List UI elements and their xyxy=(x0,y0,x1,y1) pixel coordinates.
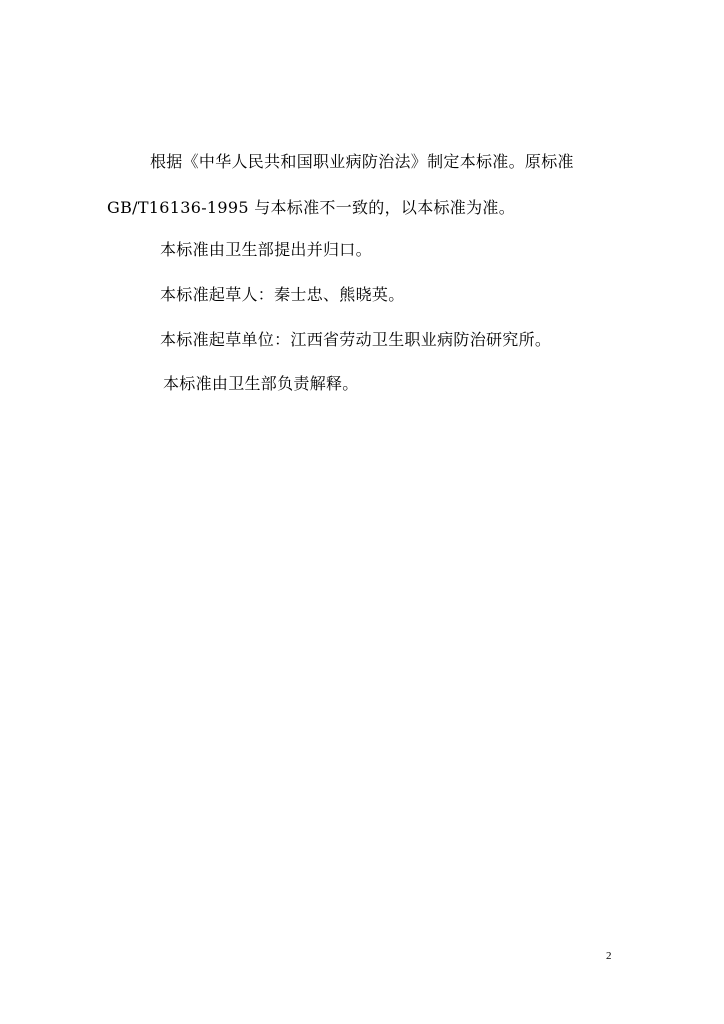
interpretation-line: 本标准由卫生部负责解释。 xyxy=(163,374,359,393)
foreword-line-2: GB/T16136-1995 与本标准不一致的，以本标准为准。 xyxy=(107,198,516,217)
drafting-unit-line: 本标准起草单位：江西省劳动卫生职业病防治研究所。 xyxy=(160,330,552,349)
foreword-line-1: 根据《中华人民共和国职业病防治法》制定本标准。原标准 xyxy=(150,152,574,171)
responsible-department-line: 本标准由卫生部提出并归口。 xyxy=(160,240,372,259)
page-number: 2 xyxy=(606,950,612,962)
drafters-line: 本标准起草人：秦士忠、熊晓英。 xyxy=(160,285,405,304)
